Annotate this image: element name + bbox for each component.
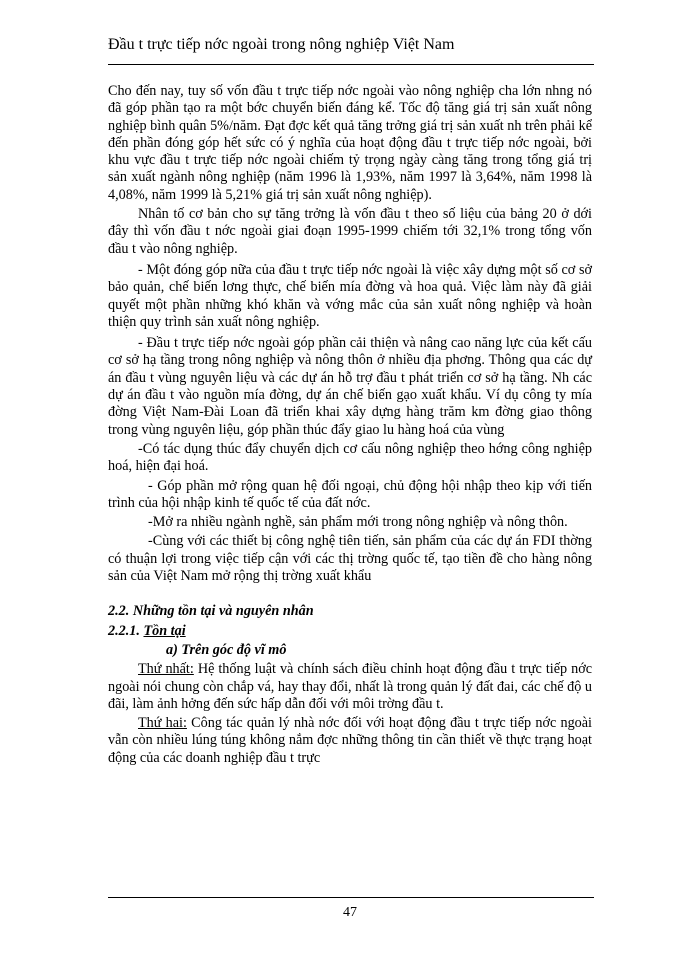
- subsection-title: Tồn tại: [143, 622, 186, 639]
- item-second-text: Công tác quản lý nhà nớc đối với hoạt động đầu t trực tiếp nớc ngoài vẫn còn nhiều lúng túng không nắm đợc những thông tin cần thiết về thực trạng hoạt động của các doanh nghiệp đầu t trực: [108, 715, 592, 766]
- item-first: [108, 661, 592, 713]
- paragraph-infrastructure: - Đầu t trực tiếp nớc ngoài góp phần cải thiện và nâng cao năng lực của kết cấu cơ sở hạ tầng trong nông nghiệp và nông thôn ở nhiều địa phơng. Thông qua các dự án đầu t vùng nguyên liệu và các dự án hỗ trợ đầu t phát triển cơ sở hạ tầng. Nh các dự án đầu t vào nguồn mía đờng, dự án chế biến gạo xuất khẩu. Ví dụ công ty mía đờng Việt Nam-Đài Loan đã triển khai xây dựng hàng trăm km đờng giao thông trong vùng nguyên liệu, góp phần thúc đẩy giao lu hàng hoá của vùng: [108, 335, 592, 438]
- paragraph-capital-factor: Nhân tố cơ bản cho sự tăng trởng là vốn đầu t theo số liệu của bảng 20 ở dới đây thì vốn đầu t nớc ngoài giai đoạn 1995-1999 chiếm tới 32,1% trong tổng vốn đầu t vào nông nghiệp.: [108, 206, 592, 257]
- item-first-label: Thứ nhất:: [138, 661, 194, 678]
- running-header: Đầu t trực tiếp nớc ngoài trong nông nghiệp Việt Nam: [108, 36, 455, 53]
- footer-divider: [108, 897, 594, 898]
- subsection-heading: [108, 623, 592, 640]
- paragraph-foreign-relations: - Góp phần mở rộng quan hệ đối ngoại, chủ động hội nhập theo kịp với tiến trình của hội nhập kinh tế quốc tế của đất nớc.: [108, 477, 592, 511]
- paragraph-fdi-markets: -Cùng với các thiết bị công nghệ tiên tiến, sản phẩm của các dự án FDI thờng có thuận lợi trong việc tiếp cận với các thị trờng quốc tế, tạo tiền đề cho hàng nông sản của Việt Nam mở rộng thị trờng xuất khẩu: [108, 533, 592, 585]
- paragraph-processing: - Một đóng góp nữa của đầu t trực tiếp nớc ngoài là việc xây dựng một số cơ sở bảo quản, chế biến lơng thực, chế biến mía đờng và hoa quả. Việc làm này đã giải quyết một phần những khó khăn và vớng mắc của sản xuất nông nghiệp và hoàn thiện quy trình sản xuất nông nghiệp.: [108, 261, 592, 330]
- subsection-number: 2.2.1.: [108, 622, 140, 639]
- page-number: 47: [343, 905, 357, 920]
- subsubsection-heading: a) Trên góc độ vĩ mô: [166, 641, 287, 658]
- body-text: [108, 83, 592, 769]
- header-divider: [108, 64, 594, 65]
- item-first-text: Hệ thống luật và chính sách điều chỉnh hoạt động đầu t trực tiếp nớc ngoài nói chung còn chắp vá, hay thay đổi, nhất là trong quản lý đất đai, các chế độ u đãi, làm ảnh hởng đến sức hấp dẫn đối với môi trờng đầu t.: [108, 661, 593, 712]
- paragraph-restructuring: -Có tác dụng thúc đẩy chuyển dịch cơ cấu nông nghiệp theo hớng công nghiệp hoá, hiện đại hoá.: [108, 440, 592, 475]
- paragraph-new-industries: -Mở ra nhiều ngành nghề, sản phẩm mới trong nông nghiệp và nông thôn.: [148, 514, 568, 531]
- item-second-label: Thứ hai:: [138, 715, 187, 732]
- paragraph-intro: Cho đến nay, tuy số vốn đầu t trực tiếp nớc ngoài vào nông nghiệp cha lớn nhng nó đã góp phần tạo ra một bớc chuyển biến đáng kể. Tốc độ tăng giá trị sản xuất nông nghiệp bình quân 5%/năm. Đạt đợc kết quả tăng trởng giá trị sản xuất nh trên phải kể đến phần đóng góp hết sức có ý nghĩa của hoạt động đầu t trực tiếp nớc ngoài, bởi khu vực đầu t trực tiếp nớc ngoài chiếm tỷ trọng ngày càng tăng trong tổng giá trị sản xuất ngành nông nghiệp (năm 1996 là 1,93%, năm 1997 là 3,64%, năm 1998 là 4,08%, năm 1999 là 5,21% giá trị sản xuất nông nghiệp).: [108, 83, 592, 203]
- item-second: [108, 715, 592, 767]
- section-heading: 2.2. Những tồn tại và nguyên nhân: [108, 603, 314, 620]
